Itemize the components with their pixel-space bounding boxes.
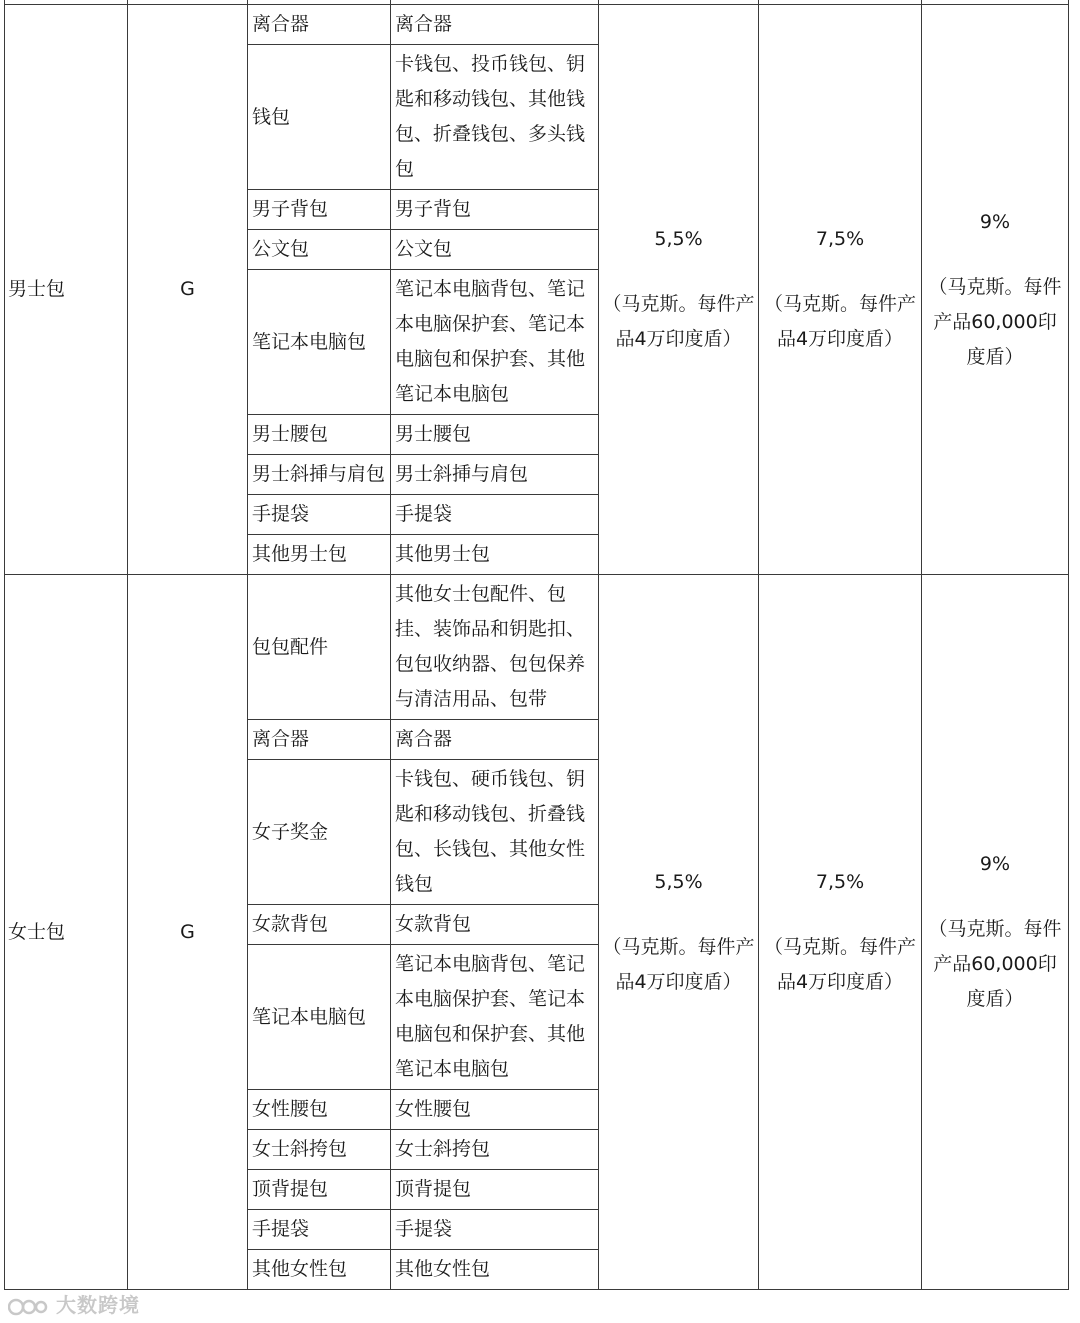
subcategory-cell: 顶背提包 — [248, 1170, 391, 1210]
leaf-category-cell: 离合器 — [391, 5, 599, 45]
subcategory-cell: 手提袋 — [248, 495, 391, 535]
leaf-category-cell: 卡钱包、硬币钱包、钥匙和移动钱包、折叠钱包、长钱包、其他女性钱包 — [391, 760, 599, 905]
rate-a-cell — [599, 5, 759, 575]
leaf-category-cell: 男士腰包 — [391, 415, 599, 455]
rate-c-cell — [922, 5, 1069, 575]
subcategory-cell: 女士斜挎包 — [248, 1130, 391, 1170]
watermark-text: 大数跨境 — [55, 1293, 140, 1317]
leaf-category-cell: 男士斜挿与肩包 — [391, 455, 599, 495]
watermark — [8, 1289, 140, 1318]
leaf-category-cell: 笔记本电脑背包、笔记本电脑保护套、笔记本电脑包和保护套、其他笔记本电脑包 — [391, 945, 599, 1090]
commission-table — [4, 0, 1069, 1290]
rate-spacer — [925, 240, 1065, 270]
rate-spacer — [925, 882, 1065, 912]
subcategory-cell: 女子奖金 — [248, 760, 391, 905]
leaf-category-cell: 其他女士包配件、包挂、装饰品和钥匙扣、包包收纳器、包包保养与清洁用品、包带 — [391, 575, 599, 720]
subcategory-cell: 女性腰包 — [248, 1090, 391, 1130]
rate-a-cell — [599, 575, 759, 1290]
rate-cap-note: （马克斯。每件产品4万印度盾） — [602, 935, 755, 993]
subcategory-cell: 女款背包 — [248, 905, 391, 945]
code-cell: G — [128, 575, 248, 1290]
rate-cap-note: （马克斯。每件产品4万印度盾） — [602, 293, 755, 350]
rate-b-cell — [759, 5, 922, 575]
rate-value: 7,5% — [815, 228, 865, 250]
rate-b-cell — [759, 575, 922, 1290]
subcategory-cell: 公文包 — [248, 230, 391, 270]
table-row — [5, 5, 1069, 45]
leaf-category-cell: 女士斜挎包 — [391, 1130, 599, 1170]
leaf-category-cell: 卡钱包、投币钱包、钥匙和移动钱包、其他钱包、折叠钱包、多头钱包 — [391, 45, 599, 190]
subcategory-cell: 钱包 — [248, 45, 391, 190]
rate-value: 5,5% — [654, 870, 703, 893]
rate-c-cell — [922, 575, 1069, 1290]
leaf-category-cell: 笔记本电脑背包、笔记本电脑保护套、笔记本电脑包和保护套、其他笔记本电脑包 — [391, 270, 599, 415]
rate-spacer — [762, 257, 918, 287]
rate-cap-note: （马克斯。每件产品60,000印度盾） — [928, 275, 1062, 368]
code-cell: G — [128, 5, 248, 575]
rate-value: 5,5% — [654, 228, 703, 250]
subcategory-cell: 离合器 — [248, 720, 391, 760]
rate-value: 7,5% — [815, 870, 865, 893]
leaf-category-cell: 男子背包 — [391, 190, 599, 230]
subcategory-cell: 其他男士包 — [248, 535, 391, 575]
subcategory-cell: 男士腰包 — [248, 415, 391, 455]
category-cell: 男士包 — [5, 5, 128, 575]
subcategory-cell: 男子背包 — [248, 190, 391, 230]
category-cell: 女士包 — [5, 575, 128, 1290]
leaf-category-cell: 顶背提包 — [391, 1170, 599, 1210]
subcategory-cell: 笔记本电脑包 — [248, 270, 391, 415]
subcategory-cell: 男士斜挿与肩包 — [248, 455, 391, 495]
table-row — [5, 575, 1069, 720]
subcategory-cell: 离合器 — [248, 5, 391, 45]
rate-value: 9% — [979, 210, 1011, 233]
leaf-category-cell: 离合器 — [391, 720, 599, 760]
brand-logo-icon — [8, 1296, 48, 1318]
rate-cap-note: （马克斯。每件产品4万印度盾） — [763, 293, 916, 350]
leaf-category-cell: 公文包 — [391, 230, 599, 270]
leaf-category-cell: 手提袋 — [391, 1210, 599, 1250]
subcategory-cell: 笔记本电脑包 — [248, 945, 391, 1090]
subcategory-cell: 包包配件 — [248, 575, 391, 720]
rate-spacer — [602, 257, 755, 287]
rate-value: 9% — [979, 853, 1011, 875]
rate-spacer — [762, 900, 918, 930]
leaf-category-cell: 女款背包 — [391, 905, 599, 945]
rate-cap-note: （马克斯。每件产品60,000印度盾） — [928, 918, 1062, 1010]
subcategory-cell: 手提袋 — [248, 1210, 391, 1250]
leaf-category-cell: 其他女性包 — [391, 1250, 599, 1290]
rate-spacer — [602, 900, 755, 930]
leaf-category-cell: 手提袋 — [391, 495, 599, 535]
rate-cap-note: （马克斯。每件产品4万印度盾） — [763, 935, 916, 993]
leaf-category-cell: 其他男士包 — [391, 535, 599, 575]
subcategory-cell: 其他女性包 — [248, 1250, 391, 1290]
leaf-category-cell: 女性腰包 — [391, 1090, 599, 1130]
table-body — [5, 0, 1069, 1290]
